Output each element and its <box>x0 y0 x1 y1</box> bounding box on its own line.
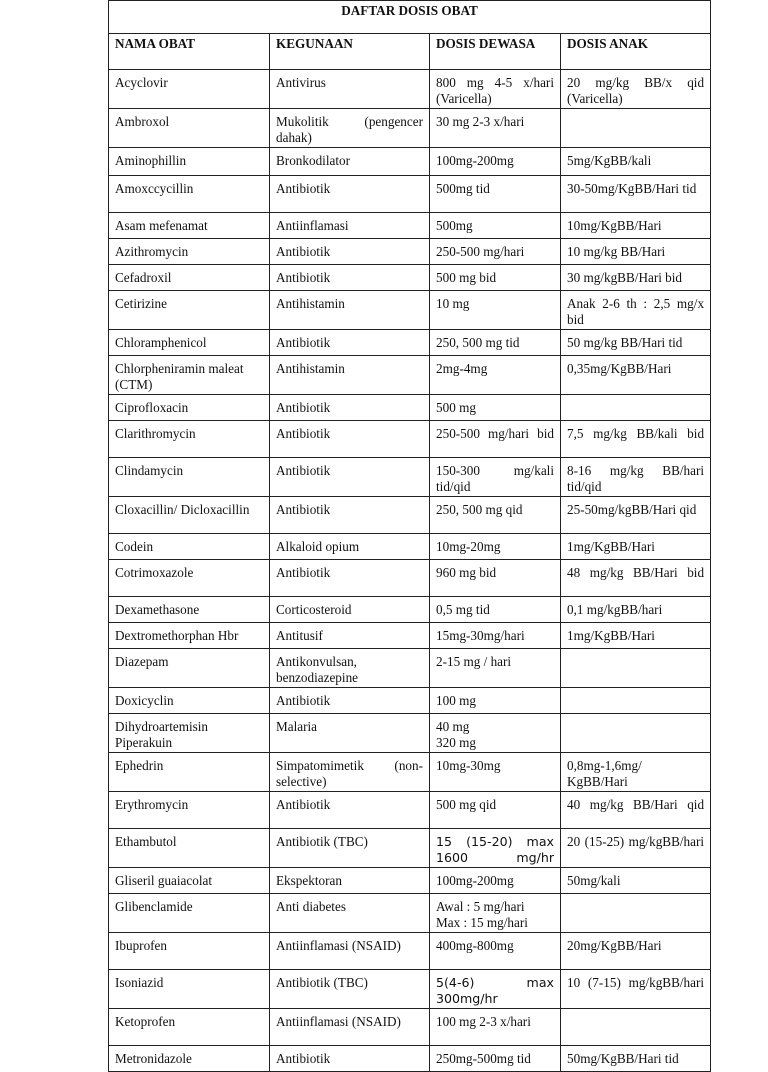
table-row <box>109 792 711 829</box>
table-row <box>109 753 711 792</box>
cell-guna: Antibiotik (TBC) <box>270 829 430 868</box>
table-row <box>109 829 711 868</box>
cell-anak: 30-50mg/KgBB/Hari tid <box>561 176 711 213</box>
cell-nama: Diazepam <box>109 649 270 688</box>
table-row <box>109 970 711 1009</box>
table-row <box>109 497 711 534</box>
cell-guna: Antibiotik <box>270 330 430 356</box>
cell-dewasa: 2mg-4mg <box>430 356 561 395</box>
cell-nama: Dextromethorphan Hbr <box>109 623 270 649</box>
cell-nama: Ibuprofen <box>109 933 270 970</box>
cell-dewasa: 15 (15-20) max 1600 mg/hr <box>430 829 561 868</box>
cell-anak: 8-16 mg/kg BB/hari tid/qid <box>561 458 711 497</box>
cell-anak: 0,8mg-1,6mg/ KgBB/Hari <box>561 753 711 792</box>
cell-anak: 20mg/KgBB/Hari <box>561 933 711 970</box>
cell-anak: 50 mg/kg BB/Hari tid <box>561 330 711 356</box>
cell-guna: Bronkodilator <box>270 148 430 176</box>
cell-guna: Antikonvulsan, benzodiazepine <box>270 649 430 688</box>
cell-dewasa: 100 mg <box>430 688 561 714</box>
cell-dewasa: 500mg <box>430 213 561 239</box>
table-row <box>109 421 711 458</box>
cell-guna: Anti diabetes <box>270 894 430 933</box>
cell-anak <box>561 714 711 753</box>
cell-anak: 7,5 mg/kg BB/kali bid <box>561 421 711 458</box>
cell-guna: Antibiotik <box>270 1046 430 1072</box>
cell-dewasa: 150-300 mg/kali tid/qid <box>430 458 561 497</box>
cell-dewasa: 10 mg <box>430 291 561 330</box>
cell-nama: Metronidazole <box>109 1046 270 1072</box>
cell-anak: 1mg/KgBB/Hari <box>561 534 711 560</box>
cell-guna: Antiinflamasi (NSAID) <box>270 933 430 970</box>
cell-guna: Antivirus <box>270 70 430 109</box>
cell-nama: Glibenclamide <box>109 894 270 933</box>
table-row <box>109 868 711 894</box>
cell-nama: Gliseril guaiacolat <box>109 868 270 894</box>
header-dosis-anak: DOSIS ANAK <box>561 34 711 70</box>
cell-anak: 30 mg/kgBB/Hari bid <box>561 265 711 291</box>
table-row <box>109 894 711 933</box>
cell-dewasa: 500mg tid <box>430 176 561 213</box>
table-row <box>109 109 711 148</box>
cell-nama: Cefadroxil <box>109 265 270 291</box>
table-row <box>109 534 711 560</box>
cell-dewasa: 500 mg <box>430 395 561 421</box>
cell-dewasa: 250, 500 mg qid <box>430 497 561 534</box>
dosage-table <box>108 0 711 1072</box>
cell-nama: Acyclovir <box>109 70 270 109</box>
table-row <box>109 148 711 176</box>
cell-dewasa: 800 mg 4-5 x/hari (Varicella) <box>430 70 561 109</box>
cell-dewasa: 30 mg 2-3 x/hari <box>430 109 561 148</box>
cell-guna: Antibiotik <box>270 239 430 265</box>
table-row <box>109 395 711 421</box>
cell-anak: 20 mg/kg BB/x qid (Varicella) <box>561 70 711 109</box>
cell-anak: 25-50mg/kgBB/Hari qid <box>561 497 711 534</box>
cell-anak: 1mg/KgBB/Hari <box>561 623 711 649</box>
cell-nama: Cloxacillin/ Dicloxacillin <box>109 497 270 534</box>
cell-guna: Simpatomimetik (non-selective) <box>270 753 430 792</box>
cell-anak: 10 (7-15) mg/kgBB/hari <box>561 970 711 1009</box>
table-row <box>109 176 711 213</box>
cell-nama: Chlorpheniramin maleat (CTM) <box>109 356 270 395</box>
cell-nama: Ephedrin <box>109 753 270 792</box>
cell-line: Awal : 5 mg/hari <box>436 899 525 914</box>
cell-guna: Antihistamin <box>270 356 430 395</box>
table-row <box>109 239 711 265</box>
table-row <box>109 688 711 714</box>
cell-guna: Antibiotik <box>270 395 430 421</box>
cell-nama: Clarithromycin <box>109 421 270 458</box>
cell-guna: Antibiotik <box>270 265 430 291</box>
cell-guna: Antibiotik (TBC) <box>270 970 430 1009</box>
table-row <box>109 356 711 395</box>
table-row <box>109 458 711 497</box>
header-dosis-dewasa: DOSIS DEWASA <box>430 34 561 70</box>
cell-dewasa: 250-500 mg/hari <box>430 239 561 265</box>
cell-anak: 50mg/KgBB/Hari tid <box>561 1046 711 1072</box>
cell-anak <box>561 395 711 421</box>
cell-guna: Antibiotik <box>270 458 430 497</box>
table-row <box>109 291 711 330</box>
cell-anak <box>561 688 711 714</box>
cell-dewasa: 250, 500 mg tid <box>430 330 561 356</box>
cell-dewasa: 500 mg bid <box>430 265 561 291</box>
cell-anak: 0,35mg/KgBB/Hari <box>561 356 711 395</box>
table-row <box>109 330 711 356</box>
cell-nama: Erythromycin <box>109 792 270 829</box>
table-row <box>109 70 711 109</box>
cell-nama: Isoniazid <box>109 970 270 1009</box>
table-row <box>109 597 711 623</box>
cell-nama: Clindamycin <box>109 458 270 497</box>
cell-line: 320 mg <box>436 734 476 750</box>
cell-dewasa: 5(4-6) max 300mg/hr <box>430 970 561 1009</box>
cell-anak: 50mg/kali <box>561 868 711 894</box>
table-row <box>109 933 711 970</box>
cell-dewasa: 960 mg bid <box>430 560 561 597</box>
cell-anak: 48 mg/kg BB/Hari bid <box>561 560 711 597</box>
cell-anak: 10 mg/kg BB/Hari <box>561 239 711 265</box>
cell-anak <box>561 649 711 688</box>
table-row <box>109 1009 711 1046</box>
cell-dewasa: 250mg-500mg tid <box>430 1046 561 1072</box>
cell-nama: Ketoprofen <box>109 1009 270 1046</box>
header-kegunaan: KEGUNAAN <box>270 34 430 70</box>
cell-guna: Ekspektoran <box>270 868 430 894</box>
cell-dewasa: 400mg-800mg <box>430 933 561 970</box>
cell-guna: Antiinflamasi (NSAID) <box>270 1009 430 1046</box>
cell-dewasa: 10mg-20mg <box>430 534 561 560</box>
table-row <box>109 560 711 597</box>
table-row <box>109 265 711 291</box>
cell-dewasa: 500 mg qid <box>430 792 561 829</box>
table-title: DAFTAR DOSIS OBAT <box>109 1 711 34</box>
cell-dewasa: 100 mg 2-3 x/hari <box>430 1009 561 1046</box>
cell-dewasa: 0,5 mg tid <box>430 597 561 623</box>
cell-guna: Corticosteroid <box>270 597 430 623</box>
cell-guna: Antihistamin <box>270 291 430 330</box>
cell-guna: Antibiotik <box>270 560 430 597</box>
cell-anak <box>561 894 711 933</box>
cell-anak: 40 mg/kg BB/Hari qid <box>561 792 711 829</box>
cell-nama: Chloramphenicol <box>109 330 270 356</box>
cell-nama: Aminophillin <box>109 148 270 176</box>
cell-anak: 10mg/KgBB/Hari <box>561 213 711 239</box>
table-row <box>109 714 711 753</box>
cell-anak: 20 (15-25) mg/kgBB/hari <box>561 829 711 868</box>
cell-dewasa: 100mg-200mg <box>430 148 561 176</box>
cell-anak <box>561 109 711 148</box>
cell-guna: Mukolitik (pengencer dahak) <box>270 109 430 148</box>
cell-guna: Alkaloid opium <box>270 534 430 560</box>
cell-dewasa: 250-500 mg/hari bid <box>430 421 561 458</box>
cell-nama: Cetirizine <box>109 291 270 330</box>
cell-nama: Dexamethasone <box>109 597 270 623</box>
cell-nama: Doxicyclin <box>109 688 270 714</box>
cell-nama: Azithromycin <box>109 239 270 265</box>
cell-dewasa <box>430 714 561 753</box>
cell-nama: Asam mefenamat <box>109 213 270 239</box>
cell-nama: Ciprofloxacin <box>109 395 270 421</box>
table-row <box>109 213 711 239</box>
cell-dewasa: 10mg-30mg <box>430 753 561 792</box>
cell-dewasa <box>430 894 561 933</box>
cell-dewasa: 15mg-30mg/hari <box>430 623 561 649</box>
table-row <box>109 649 711 688</box>
cell-guna: Antiinflamasi <box>270 213 430 239</box>
cell-nama: Amoxccycillin <box>109 176 270 213</box>
cell-nama: Dihydroartemisin Piperakuin <box>109 714 270 753</box>
cell-guna: Antibiotik <box>270 176 430 213</box>
cell-nama: Ambroxol <box>109 109 270 148</box>
cell-nama: Codein <box>109 534 270 560</box>
cell-guna: Antibiotik <box>270 792 430 829</box>
cell-nama: Cotrimoxazole <box>109 560 270 597</box>
cell-guna: Antibiotik <box>270 421 430 458</box>
cell-dewasa: 100mg-200mg <box>430 868 561 894</box>
cell-dewasa: 2-15 mg / hari <box>430 649 561 688</box>
cell-anak: Anak 2-6 th : 2,5 mg/x bid <box>561 291 711 330</box>
cell-anak <box>561 1009 711 1046</box>
cell-guna: Malaria <box>270 714 430 753</box>
cell-line: Max : 15 mg/hari <box>436 914 528 930</box>
cell-anak: 5mg/KgBB/kali <box>561 148 711 176</box>
table-row <box>109 623 711 649</box>
cell-guna: Antibiotik <box>270 688 430 714</box>
cell-guna: Antibiotik <box>270 497 430 534</box>
cell-line: 40 mg <box>436 719 470 734</box>
table-row <box>109 1046 711 1072</box>
header-nama-obat: NAMA OBAT <box>109 34 270 70</box>
cell-anak: 0,1 mg/kgBB/hari <box>561 597 711 623</box>
cell-nama: Ethambutol <box>109 829 270 868</box>
cell-guna: Antitusif <box>270 623 430 649</box>
